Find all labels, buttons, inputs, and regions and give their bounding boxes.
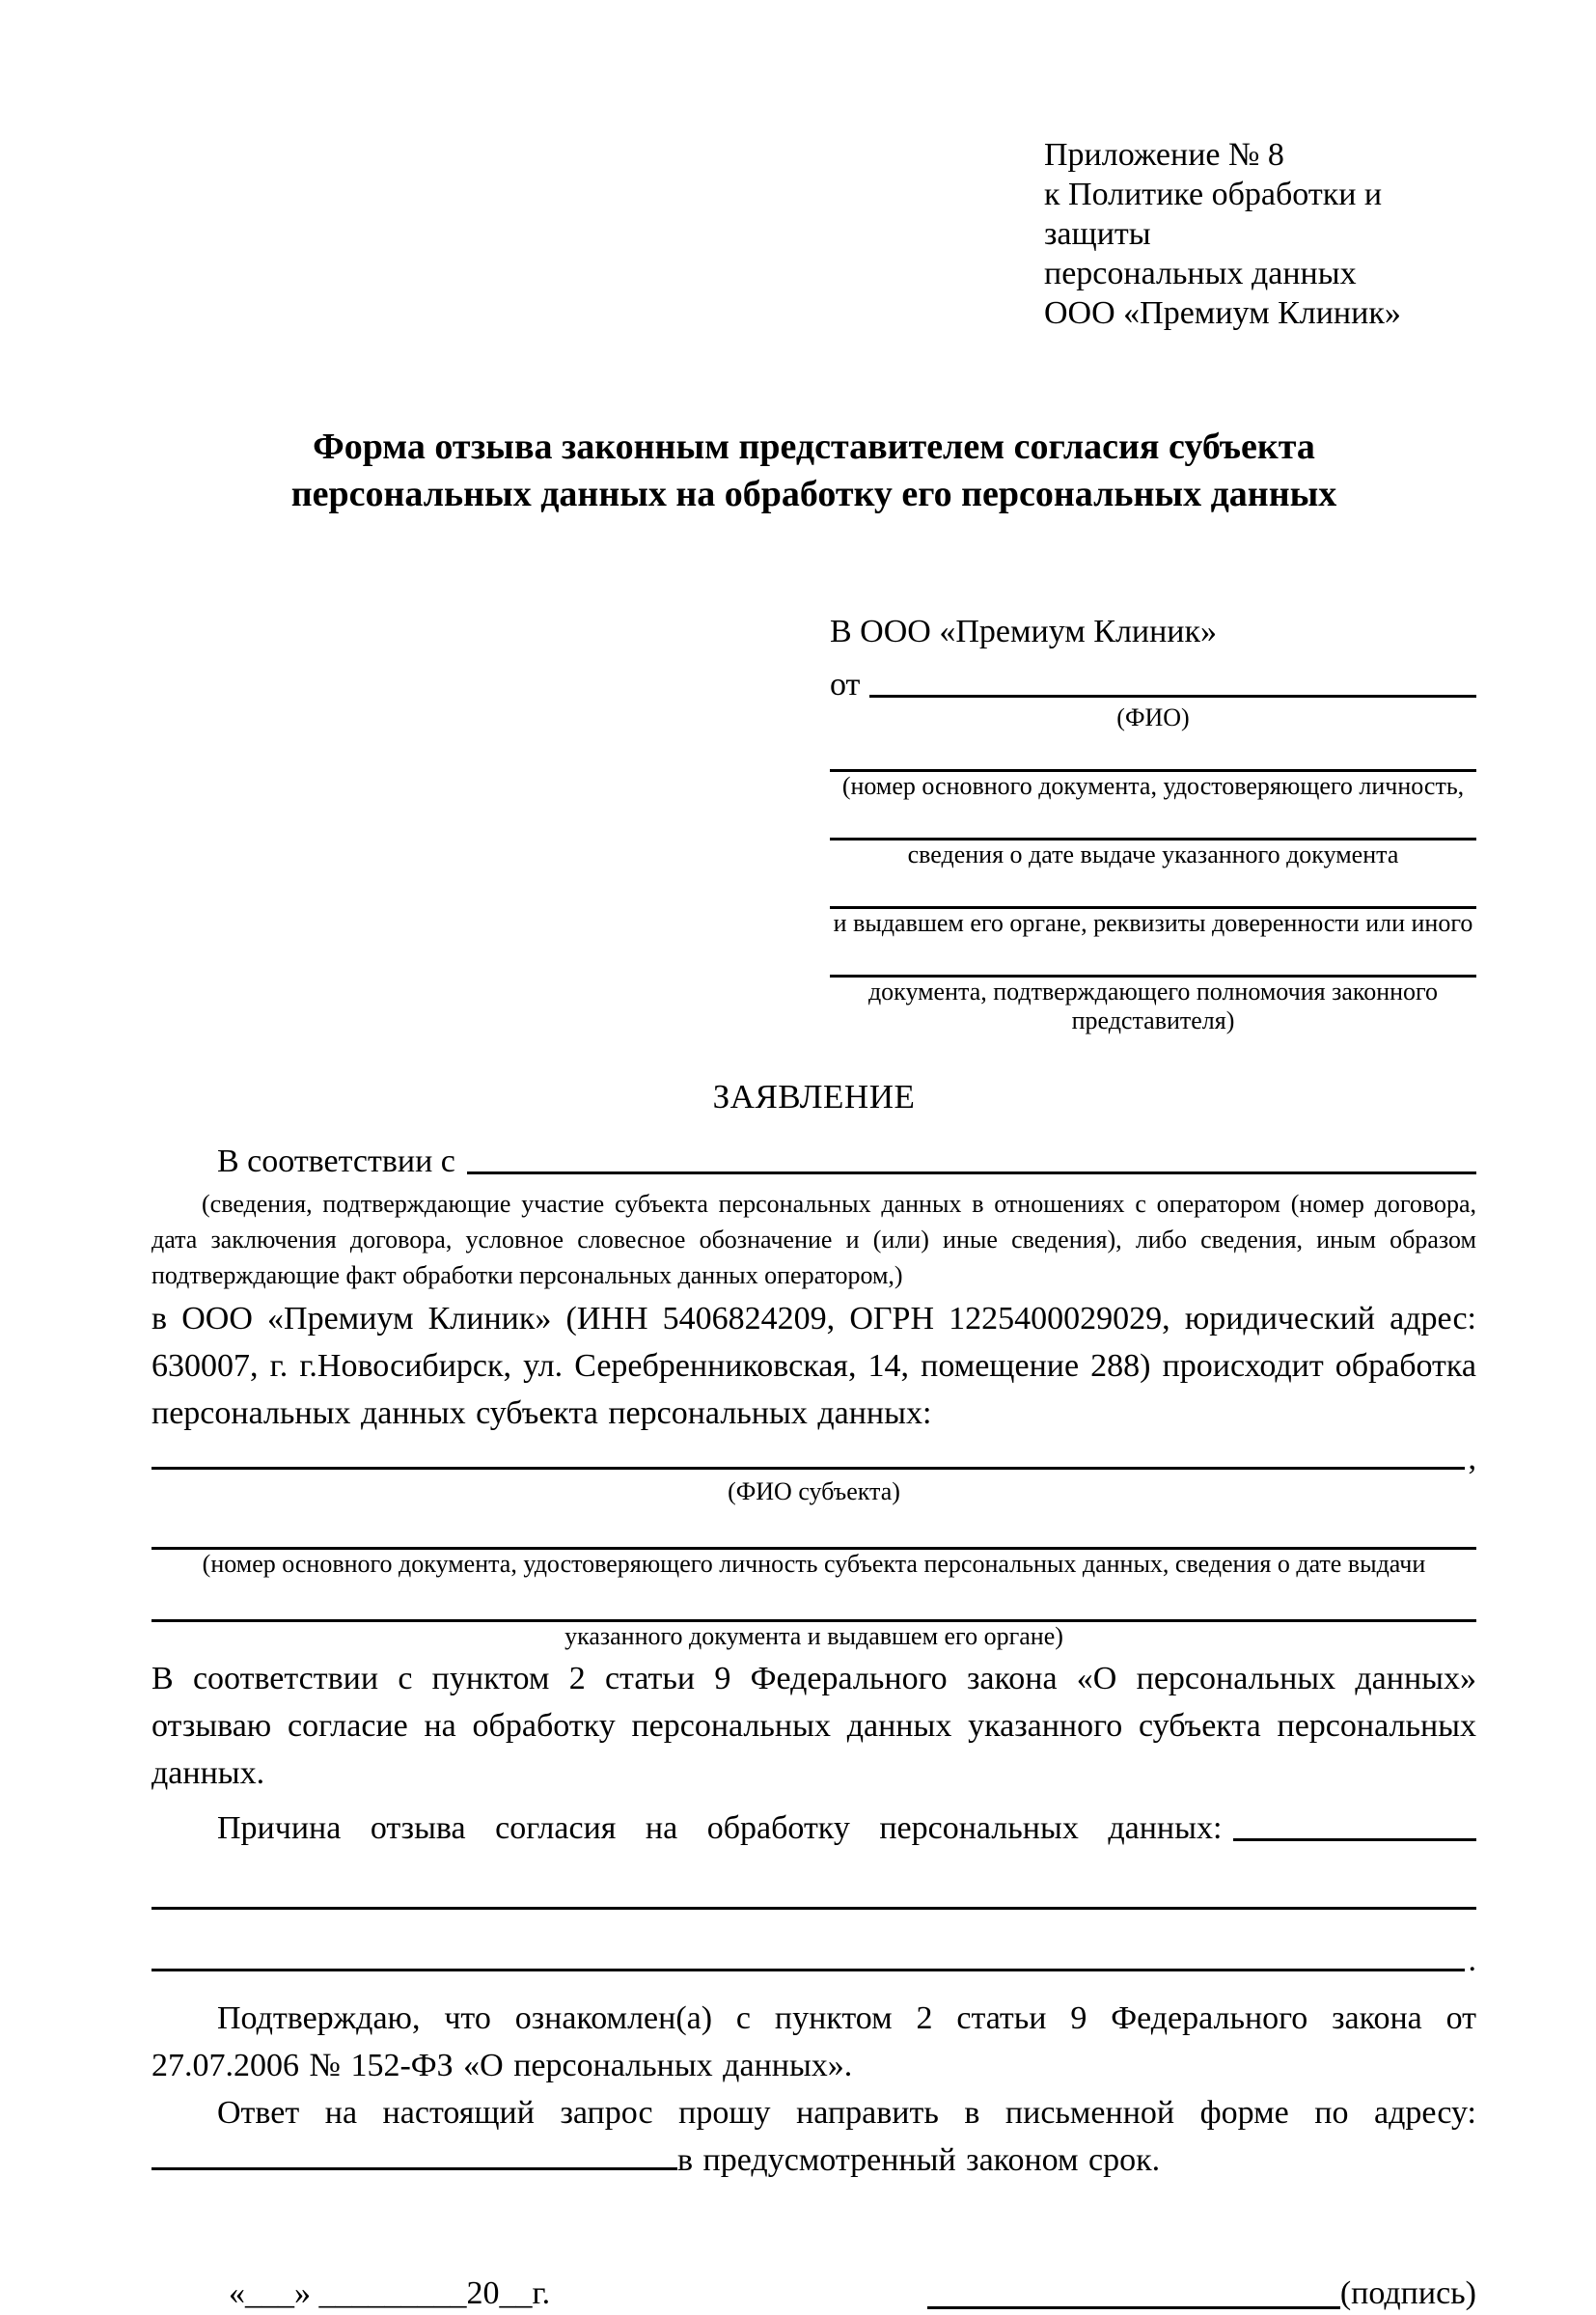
from-row	[830, 655, 1476, 703]
subject-doc-line-2	[151, 1579, 1476, 1622]
appendix-line-1: Приложение № 8	[1044, 137, 1284, 173]
confirmation-paragraph: Подтверждаю, что ознакомлен(а) с пунктом 2 статьи 9 Федерального закона от 27.07.2006 № 152-ФЗ «О персональных данных».	[151, 2000, 1476, 2083]
address-fill-line	[151, 2167, 677, 2170]
signature-block	[927, 2273, 1476, 2315]
fio-caption: (ФИО)	[1116, 703, 1190, 731]
subject-fio-row	[151, 1437, 1476, 1477]
from-label: от	[830, 667, 861, 703]
footer-row	[151, 2273, 1476, 2315]
representative-doc-caption-3: и выдавшем его органе, реквизиты доверенности или иного	[833, 909, 1473, 937]
appendix-line-2: к Политике обработки и защиты	[1044, 177, 1383, 252]
reason-line-period: .	[1468, 1943, 1476, 1978]
representative-doc-caption-1: (номер основного документа, удостоверяющего личность,	[841, 772, 1465, 800]
accordance-row	[151, 1132, 1476, 1180]
subject-line-comma: ,	[1468, 1441, 1476, 1476]
accordance-fill-line	[467, 1171, 1476, 1174]
subject-doc-caption-2: указанного документа и выдавшем его органе)	[564, 1622, 1063, 1650]
representative-fio-line	[869, 695, 1476, 698]
date-field: «___» _________20__г.	[229, 2275, 551, 2311]
representative-doc-line-3	[830, 869, 1476, 909]
representative-doc-line-1	[830, 732, 1476, 772]
document-title	[151, 424, 1476, 518]
reason-label: Причина отзыва согласия на обработку персональных данных:	[217, 1810, 1223, 1846]
title-line-2: персональных данных на обработку его персональных данных	[290, 474, 1337, 514]
accordance-label: В соответствии с	[217, 1144, 455, 1179]
addressee-company: В ООО «Премиум Клиник»	[830, 614, 1218, 649]
statement-heading: ЗАЯВЛЕНИЕ	[712, 1078, 916, 1116]
appendix-line-4: ООО «Премиум Клиник»	[1044, 295, 1401, 331]
operator-paragraph: в ООО «Премиум Клиник» (ИНН 5406824209, ОГРН 1225400029029, юридический адрес: 630007, г. г.Новосибирск, ул. Серебренниковская, 14, помещение 288) происходит обработка персональных данных субъекта персональных данных:	[151, 1301, 1476, 1431]
appendix-header	[1044, 135, 1476, 333]
representative-doc-line-4	[830, 938, 1476, 978]
addressee-block	[830, 609, 1476, 1035]
representative-doc-caption-2: сведения о дате выдаче указанного документа	[907, 841, 1399, 868]
reason-row	[151, 1797, 1476, 1847]
appendix-line-3: персональных данных	[1044, 256, 1357, 291]
subject-doc-caption-1: (номер основного документа, удостоверяющего личность субъекта персональных данных, сведения о дате выдачи	[202, 1550, 1426, 1578]
accordance-caption: (сведения, подтверждающие участие субъекта персональных данных в отношениях с оператором (номер договора, дата заключения договора, условное словесное обозначение и (или) иные сведения), либо сведения, иным образом подтверждающие факт обработки персональных данных оператором,)	[151, 1190, 1476, 1289]
reason-blank-row-2	[151, 1939, 1476, 1979]
reason-blank-line-2	[151, 1969, 1465, 1971]
reply-lead-text: Ответ на настоящий запрос прошу направить в письменной форме по адресу:	[217, 2095, 1476, 2131]
title-line-1: Форма отзыва законным представителем согласия субъекта	[313, 427, 1315, 467]
reason-fill-line	[1233, 1838, 1476, 1841]
subject-doc-line-1	[151, 1506, 1476, 1550]
signature-line	[927, 2306, 1340, 2309]
representative-doc-line-2	[830, 801, 1476, 841]
signature-caption: (подпись)	[1339, 2275, 1476, 2311]
reply-paragraph	[151, 2089, 1476, 2184]
representative-doc-caption-4: документа, подтверждающего полномочия законного представителя)	[867, 978, 1439, 1034]
subject-fio-line	[151, 1467, 1465, 1470]
reason-blank-line-1	[151, 1847, 1476, 1910]
withdrawal-paragraph: В соответствии с пунктом 2 статьи 9 Федерального закона «О персональных данных» отзываю согласие на обработку персональных данных указанного субъекта персональных данных.	[151, 1661, 1476, 1791]
subject-fio-caption: (ФИО субъекта)	[728, 1477, 900, 1505]
reply-tail-text: в предусмотренный законом срок.	[677, 2142, 1161, 2178]
